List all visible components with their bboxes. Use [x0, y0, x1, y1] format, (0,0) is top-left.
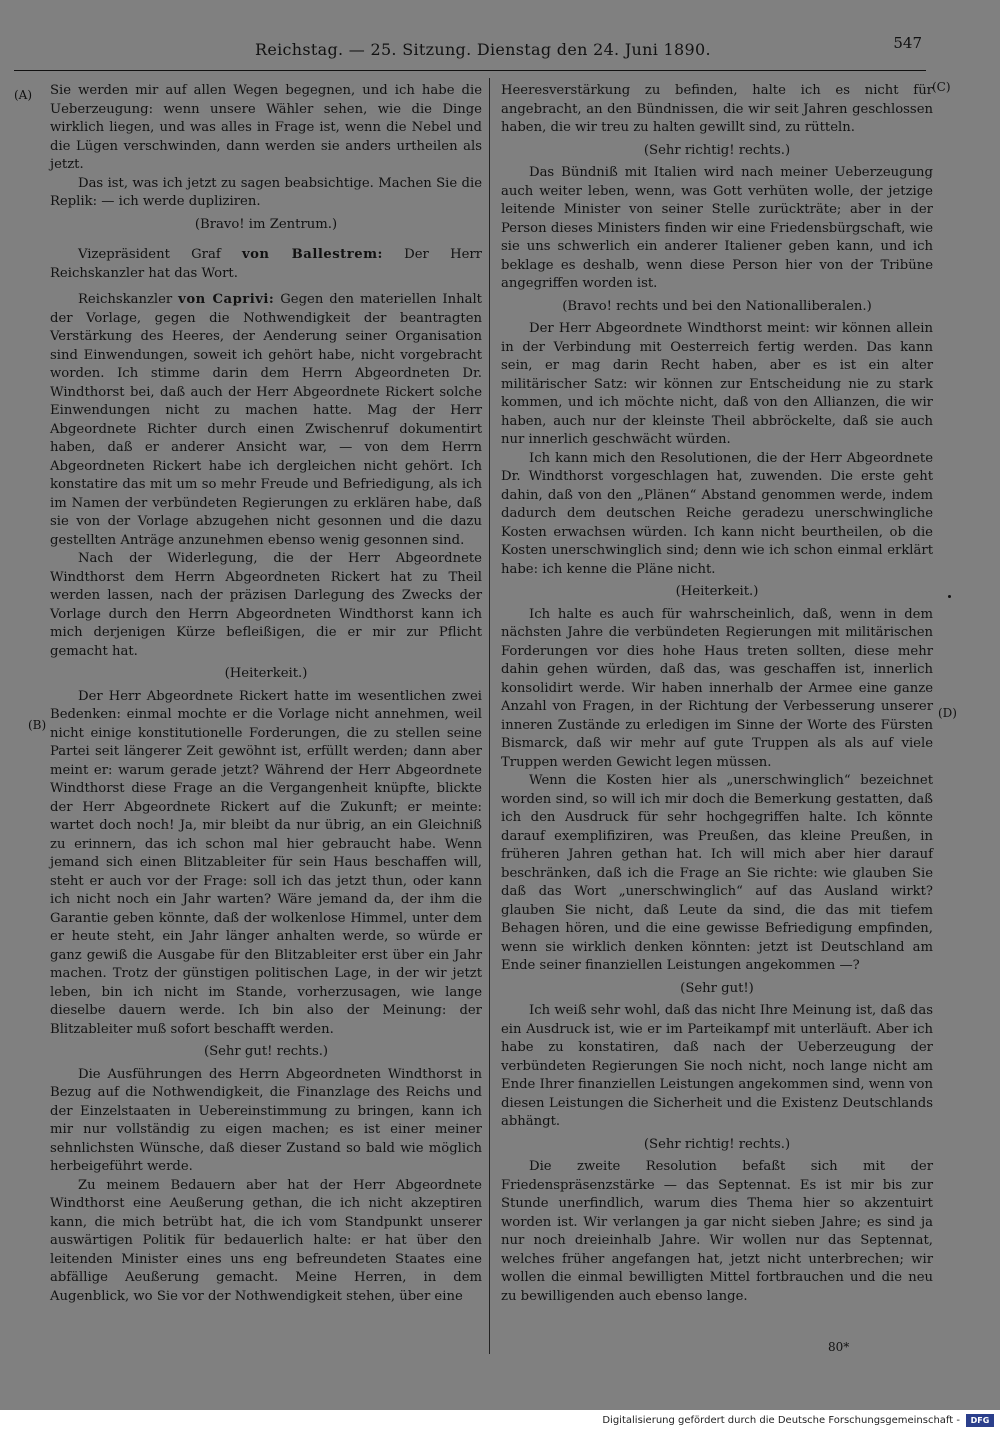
paragraph: Der Herr Abgeordnete Windthorst meint: wir können allein in der Verbindung mit Oesterreich fertig werden. Das kann sein, er mag darin Recht haben, aber es ist ein alter militärischer Satz: wir können zur Entscheidung nie zu stark kommen, und ich möchte nicht, daß von den Allianzen, die wir haben, auch nur der kleinste Theil abbröckelte, daß sie auch nur innerlich geschwächt würden.	[501, 321, 933, 447]
remark: (Sehr gut! rechts.)	[203, 1044, 329, 1059]
paragraph: Die zweite Resolution befaßt sich mit der Friedenspräsenzstärke — das Septennat. Es ist mir bis zur Stunde unerfindlich, warum dies Thema hier so akzentuirt worden ist. Wir verlangen ja gar nicht sieben Jahre; es sind ja nur noch dreieinhalb Jahre. Wir wollen nur das Septennat, welches früher angefangen hat, jetzt nicht unterbrechen; wir wollen die einmal bewilligten Mittel fortbrauchen und die neu zu bewilligenden auch ebenso lange.	[501, 1159, 933, 1304]
page-number: 547	[893, 34, 922, 52]
paragraph: Zu meinem Bedauern aber hat der Herr Abgeordnete Windthorst eine Aeußerung gethan, die ich nicht akzeptiren kann, die mich betrübt hat, die ich vom Standpunkt unserer auswärtigen Politik für bedauerlich halte: er hat über den leitenden Minister eines uns eng befreundeten Staates eine abfällige Aeußerung gemacht. Meine Herren, in dem Augenblick, wo Sie vor der Nothwendigkeit stehen, über eine	[50, 1177, 482, 1304]
speaker-paragraph	[50, 291, 482, 550]
speech-text: Der Herr Reichskanzler hat das Wort.	[50, 247, 482, 281]
paragraph: Ich kann mich den Resolutionen, die der Herr Abgeordnete Dr. Windthorst vorgeschlagen hat, zuwenden. Die erste geht dahin, daß von den „Plänen“ Abstand genommen werde, indem dadurch dem deutschen Reiche geradezu unerschwingliche Kosten erwachsen würden. Ich kann nicht beurtheilen, ob die Kosten unerschwinglich sind; denn wie ich schon einmal erklärt habe: ich kenne die Pläne nicht.	[501, 450, 933, 577]
speech-text: Gegen den materiellen Inhalt der Vorlage, gegen die Nothwendigkeit der beantragten Verstärkung des Heeres, der Aenderung seiner Organisation sind Einwendungen, soweit ich gehört habe, nicht vorgebracht worden. Ich stimme darin dem Herrn Abgeordneten Dr. Windthorst bei, daß auch der Herr Abgeordnete Rickert solche Einwendungen nicht zu machen hatte. Mag der Herr Abgeordnete Richter durch einen Zwischenruf dokumentirt haben, daß er anderer Ansicht war, — von dem Herrn Abgeordneten Rickert habe ich dergleichen nicht gehört. Ich konstatire das mit um so mehr Freude und Befriedigung, als ich im Namen der verbündeten Regierungen zu erklären habe, daß sie von der Vorlage abzugehen nicht gesonnen und die dazu gestellten Anträge anzunehmen ebenso wenig gesonnen sind.	[50, 292, 482, 548]
margin-label-d: (D)	[938, 706, 957, 720]
speaker-title: Vizepräsident Graf	[78, 247, 221, 262]
speaker-name: von Caprivi:	[178, 292, 275, 307]
column-divider	[489, 78, 490, 1354]
remark: (Bravo! rechts und bei den Nationalliberalen.)	[562, 298, 872, 314]
print-speck	[948, 595, 951, 598]
remark: (Sehr gut!)	[680, 980, 754, 996]
remark: (Sehr richtig! rechts.)	[643, 1136, 791, 1152]
paragraph: Der Herr Abgeordnete Rickert hatte im wesentlichen zwei Bedenken: einmal mochte er die Vorlage nicht annehmen, weil nicht einige konstitutionelle Forderungen, die zu stellen seine Partei seit längerer Zeit gewöhnt ist, erfüllt werden; dann aber meint er: warum gerade jetzt? Während der Herr Abgeordnete Windthorst diese Frage an die Vergangenheit knüpfte, blickte der Herr Abgeordnete Rickert auf die Zukunft; er meinte: wartet doch noch! Ja, mir bleibt da nur übrig, an ein Gleichniß zu erinnern, das ich schon mal hier gebraucht habe. Wenn jemand sich einen Blitzableiter für sein Haus beschaffen will, steht er auch vor der Frage: soll ich das jetzt thun, oder kann ich nicht noch ein Jahr warten? Wäre jemand da, der ihm die Garantie geben könnte, daß der wolkenlose Himmel, unter dem er heute steht, ein Jahr länger anhalten werde, so würde er ganz gewiß die Ausgabe für den Blitzableiter erst über ein Jahr machen. Trotz der günstigen politischen Lage, in der wir jetzt leben, bin ich nicht im Stande, vorherzusagen, wie lange dieselbe dauern werde. Ich bin also der Meinung: der Blitzableiter muß sofort beschafft werden.	[50, 688, 482, 1037]
page-header	[0, 30, 1000, 70]
paragraph: Das ist, was ich jetzt zu sagen beabsichtige. Machen Sie die Replik: — ich werde dupliziren.	[50, 175, 482, 209]
spacer	[50, 283, 482, 291]
remark: (Heiterkeit.)	[224, 666, 308, 681]
speaker-paragraph	[50, 246, 482, 283]
remark: (Heiterkeit.)	[675, 584, 759, 599]
page-title: Reichstag. — 25. Sitzung. Dienstag den 24. Juni 1890.	[255, 40, 711, 59]
funding-note: Digitalisierung gefördert durch die Deutsche Forschungsgemeinschaft -	[602, 1415, 960, 1426]
right-column	[501, 82, 933, 1306]
paragraph: Wenn die Kosten hier als „unerschwinglich“ bezeichnet worden sind, so will ich mir doch die Bemerkung gestatten, daß ich den Ausdruck für sehr hochgegriffen halte. Ich könnte darauf exemplifiziren, was Preußen, das kleine Preußen, in früheren Jahren gethan hat. Ich will mich aber hier darauf beschränken, daß ich die Frage an Sie richte: wie glauben Sie daß das Wort „unerschwinglich“ auf das Ausland wirkt? glauben Sie nicht, daß Leute da sind, die das mit tiefem Behagen hören, und die eine gewisse Befriedigung empfinden, wenn sie wirklich denken könnten: jetzt ist Deutschland am Ende seiner finanziellen Leistungen angekommen —?	[501, 773, 933, 973]
speaker-title: Reichskanzler	[78, 292, 173, 307]
paragraph: Das Bündniß mit Italien wird nach meiner Ueberzeugung auch weiter leben, wenn, was Gott verhüten wolle, der jetzige leitende Minister von seiner Stelle zurückträte; aber in der Person dieses Ministers finden wir eine Friedensbürgschaft, wie sie uns schwerlich ein anderer Italiener geben kann, und ich beklage es deshalb, wenn diese Person hier von der Tribüne angegriffen worden ist.	[501, 165, 933, 291]
footer-bar	[0, 1410, 1000, 1432]
margin-label-c: (C)	[932, 80, 951, 94]
sheet-mark: 80*	[828, 1340, 850, 1354]
margin-label-b: (B)	[28, 718, 47, 732]
paragraph: Ich halte es auch für wahrscheinlich, daß, wenn in dem nächsten Jahre die verbündeten Regierungen mit militärischen Forderungen vor dies hohe Haus treten sollten, diese mehr dahin gehen würden, daß das, was geschaffen ist, innerlich konsolidirt werde. Wir haben innerhalb der Armee eine ganze Anzahl von Fragen, in der Richtung der Verbesserung unserer inneren Zustände zu erledigen im Sinne der Worte des Fürsten Bismarck, daß wir mehr auf gute Truppen als als auf viele Truppen werden Gewicht legen müssen.	[501, 606, 933, 770]
speaker-name: von Ballestrem:	[241, 247, 383, 262]
margin-label-a: (A)	[14, 88, 33, 102]
dfg-logo: DFG	[966, 1414, 994, 1427]
remark: (Bravo! im Zentrum.)	[194, 216, 338, 232]
left-column	[50, 82, 482, 1306]
paragraph: Die Ausführungen des Herrn Abgeordneten Windthorst in Bezug auf die Nothwendigkeit, die Finanzlage des Reichs und der Einzelstaaten in Uebereinstimmung zu bringen, kann ich mir nur vollständig zu eigen machen; es ist einer meiner sehnlichsten Wünsche, daß dieser Zustand so bald wie möglich herbeigeführt werde.	[50, 1066, 482, 1174]
paragraph: Heeresverstärkung zu befinden, halte ich es nicht für angebracht, an den Bündnissen, die wir seit Jahren geschlossen haben, die wir treu zu halten gewillt sind, zu rütteln.	[501, 83, 933, 135]
paragraph: Ich weiß sehr wohl, daß das nicht Ihre Meinung ist, daß das ein Ausdruck ist, wie er im Parteikampf mit unterläuft. Aber ich habe zu konstatiren, daß nach der Ueberzeugung der verbündeten Regierungen Sie noch nicht, noch lange nicht am Ende Ihrer finanziellen Leistungen angekommen sind, wenn von diesen Leistungen die Sicherheit und die Existenz Deutschlands abhängt.	[501, 1003, 933, 1129]
remark: (Sehr richtig! rechts.)	[643, 142, 791, 158]
paragraph: Nach der Widerlegung, die der Herr Abgeordnete Windthorst dem Herrn Abgeordneten Rickert hat zu Theil werden lassen, nach der präzisen Darlegung des Zwecks der Vorlage durch den Herrn Abgeordneten Windthorst kann ich mich derjenigen Kürze befleißigen, die er mir zur Pflicht gemacht hat.	[50, 551, 482, 659]
paragraph: Sie werden mir auf allen Wegen begegnen, und ich habe die Ueberzeugung: wenn unsere Wähler sehen, wie die Dinge wirklich liegen, und was alles in Frage ist, wenn die Nebel und die Lügen verschwinden, dann werden sie anders urtheilen als jetzt.	[50, 83, 482, 172]
spacer	[50, 238, 482, 246]
header-rule	[14, 70, 926, 71]
